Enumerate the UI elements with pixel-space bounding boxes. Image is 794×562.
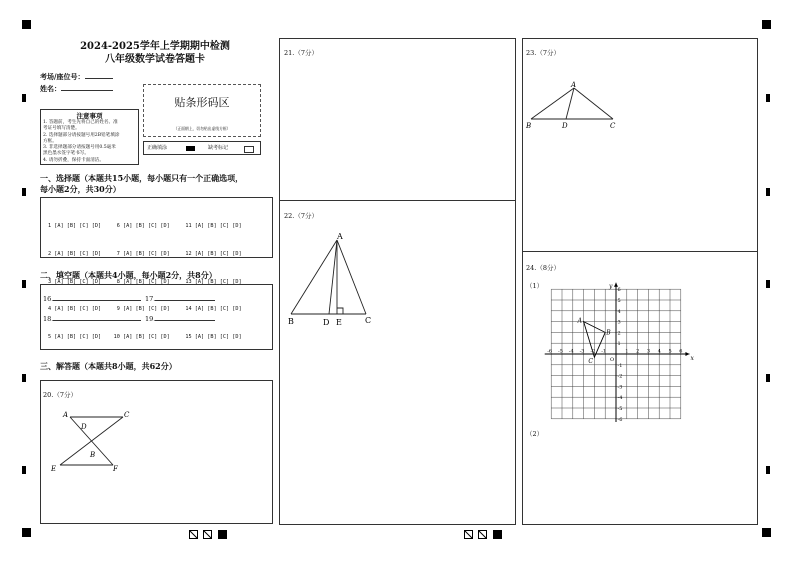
q17-field[interactable]: [145, 295, 215, 303]
name-label: 姓名：: [40, 84, 61, 93]
q24-part1-label: （1）: [526, 282, 544, 290]
q24-label: 24.（8分）: [526, 264, 560, 272]
q21-label: 21.（7分）: [284, 49, 318, 57]
y-tick-label: 4: [617, 308, 621, 315]
point-label: C: [588, 358, 593, 366]
y-tick-label: -1: [617, 362, 623, 369]
x-tick-label: 1: [625, 348, 629, 355]
q18-label: 18.: [43, 315, 54, 323]
x-tick-label: -5: [558, 348, 563, 355]
notice-line: 2. 选择题部分请按题号用2B铅笔填涂: [43, 132, 120, 138]
q20-answer-box[interactable]: [40, 380, 273, 524]
page-marker-right: [464, 530, 504, 540]
missing-mark-box[interactable]: [244, 146, 254, 153]
timing-mark: [766, 466, 770, 474]
notice-line: 方框。: [43, 138, 57, 144]
q18-line[interactable]: [53, 320, 141, 321]
fill-example-box: [143, 141, 261, 155]
room-seat-field[interactable]: [40, 72, 113, 82]
y-tick-label: 1: [617, 341, 621, 348]
x-tick-label: -2: [590, 348, 596, 355]
page-marker-left: [189, 530, 229, 540]
corner-mark-bottom-left: [22, 528, 31, 537]
q16-line[interactable]: [53, 300, 141, 301]
column3-divider: [522, 251, 758, 252]
y-tick-label: -6: [617, 416, 623, 423]
notice-title: 注意事项: [76, 112, 103, 120]
x-tick-label: -1: [601, 348, 607, 355]
q23-point-label: D: [562, 122, 568, 130]
notice-line: 考证号填写清楚。: [43, 126, 80, 132]
fill-in-box: [40, 284, 273, 350]
x-tick-label: 6: [679, 348, 683, 355]
timing-mark: [766, 280, 770, 288]
barcode-area: [143, 84, 261, 137]
q20-point-label: C: [124, 411, 130, 419]
column2-divider: [279, 200, 516, 201]
q23-point-label: B: [526, 122, 532, 130]
name-line[interactable]: [61, 90, 113, 91]
notice-line: 黑色墨水签字笔书写。: [43, 151, 89, 157]
q19-label: 19.: [145, 315, 156, 323]
q20-point-label: B: [90, 451, 96, 459]
timing-mark: [22, 94, 26, 102]
point-label: A: [577, 317, 582, 325]
x-axis-arrow: [685, 352, 689, 356]
q21-answer-area[interactable]: [281, 60, 514, 198]
y-tick-label: -2: [617, 373, 623, 380]
notice-box: [40, 109, 139, 165]
name-field[interactable]: [40, 84, 113, 94]
q22-point-label: B: [288, 317, 294, 326]
notice-line: 4. 请勿折叠，保持卡面清洁。: [43, 157, 104, 163]
q20-point-label: E: [51, 465, 57, 473]
y-axis-label: y: [609, 283, 613, 291]
q22-point-label: A: [337, 232, 343, 241]
y-axis-arrow: [614, 283, 618, 287]
q20-point-label: D: [81, 423, 87, 431]
page-title: [40, 40, 270, 66]
q16-label: 16.: [43, 295, 54, 303]
choice-row[interactable]: 1 [A] [B] [C] [D] 6 [A] [B] [C] [D] 11 [A] [B] [C] [D]: [48, 223, 242, 230]
x-tick-label: 4: [657, 348, 661, 355]
notice-line: 1. 答题前，考生先将自己的姓名、准: [43, 120, 118, 125]
x-tick-label: 3: [646, 348, 651, 355]
barcode-label: 贴条形码区: [174, 96, 230, 109]
section1-heading: [40, 173, 272, 195]
timing-mark: [22, 374, 26, 382]
room-seat-label: 考场/座位号：: [40, 72, 85, 81]
notice-line: 3. 非选择题部分请按题号用0.5毫米: [43, 145, 116, 151]
section1-heading-line1: 一、选择题（本题共15小题，每小题只有一个正确选项，: [40, 173, 244, 183]
notice-lines: [41, 120, 138, 164]
q17-line[interactable]: [155, 300, 215, 301]
q23-label: 23.（7分）: [526, 49, 560, 57]
y-tick-label: -4: [617, 395, 623, 402]
corner-mark-top-left: [22, 20, 31, 29]
q22-figure: [285, 230, 380, 330]
q20-label: 20.（7分）: [43, 391, 77, 399]
y-tick-label: 6: [617, 287, 621, 294]
q22-point-label: C: [365, 316, 372, 325]
q19-field[interactable]: [145, 315, 215, 323]
q20-point-label: F: [113, 465, 118, 473]
origin-label: O: [610, 357, 615, 363]
y-tick-label: -5: [617, 406, 623, 412]
q20-point-label: A: [63, 411, 69, 419]
q24-part2-label: （2）: [526, 430, 544, 438]
corner-mark-bottom-right: [762, 528, 771, 537]
choice-row[interactable]: 4 [A] [B] [C] [D] 9 [A] [B] [C] [D] 14 [A] [B] [C] [D]: [48, 306, 242, 313]
y-tick-label: 5: [617, 298, 621, 304]
q23-point-label: C: [610, 122, 616, 130]
corner-mark-top-right: [762, 20, 771, 29]
x-tick-label: -4: [568, 348, 574, 355]
x-axis-label: x: [690, 355, 694, 362]
timing-mark: [766, 188, 770, 196]
correct-fill-sample: [186, 146, 195, 151]
correct-fill-label: 正确填涂: [147, 145, 168, 151]
q19-line[interactable]: [155, 320, 215, 321]
point-label: B: [606, 329, 611, 337]
choice-row[interactable]: 5 [A] [B] [C] [D] 10 [A] [B] [C] [D] 15 [A] [B] [C] [D]: [48, 333, 242, 340]
x-tick-label: -6: [547, 348, 553, 355]
section2-heading: 二、填空题（本题共4小题，每小题2分，共8分）: [40, 270, 217, 280]
choice-row[interactable]: 2 [A] [B] [C] [D] 7 [A] [B] [C] [D] 12 [A] [B] [C] [D]: [48, 251, 242, 258]
timing-mark: [766, 374, 770, 382]
choice-row[interactable]: 3 [A] [B] [C] [D] 8 [A] [B] [C] [D] 13 [A] [B] [C] [D]: [48, 278, 242, 285]
q17-label: 17.: [145, 295, 156, 303]
timing-mark: [22, 188, 26, 196]
q18-field[interactable]: [43, 315, 141, 323]
q23-figure: [524, 78, 624, 130]
missing-mark-label: 缺考标记: [208, 145, 229, 151]
q22-point-label: E: [336, 318, 342, 327]
q24-coordinate-grid: [548, 280, 694, 428]
y-tick-label: 2: [617, 330, 621, 337]
x-tick-label: 5: [668, 348, 672, 355]
section3-heading: 三、解答题（本题共8小题，共62分）: [40, 361, 177, 371]
x-tick-label: 2: [636, 348, 640, 355]
section1-heading-line2: 每小题2分，共30分）: [40, 184, 121, 194]
y-tick-label: -3: [617, 384, 623, 391]
q22-label: 22.（7分）: [284, 212, 318, 220]
x-tick-label: -3: [579, 348, 585, 355]
q16-field[interactable]: [43, 295, 141, 303]
q20-figure: [47, 409, 137, 475]
room-seat-line[interactable]: [85, 78, 113, 79]
title-line-1: 2024-2025学年上学期期中检测: [80, 41, 230, 52]
q23-point-label: A: [571, 81, 577, 89]
q22-point-label: D: [323, 318, 330, 327]
timing-mark: [22, 280, 26, 288]
barcode-hint: （正面朝上，切勿贴出虚线方框）: [173, 126, 231, 131]
y-tick-label: 3: [617, 319, 621, 326]
timing-mark: [22, 466, 26, 474]
title-line-2: 八年级数学试卷答题卡: [105, 54, 205, 65]
timing-mark: [766, 94, 770, 102]
